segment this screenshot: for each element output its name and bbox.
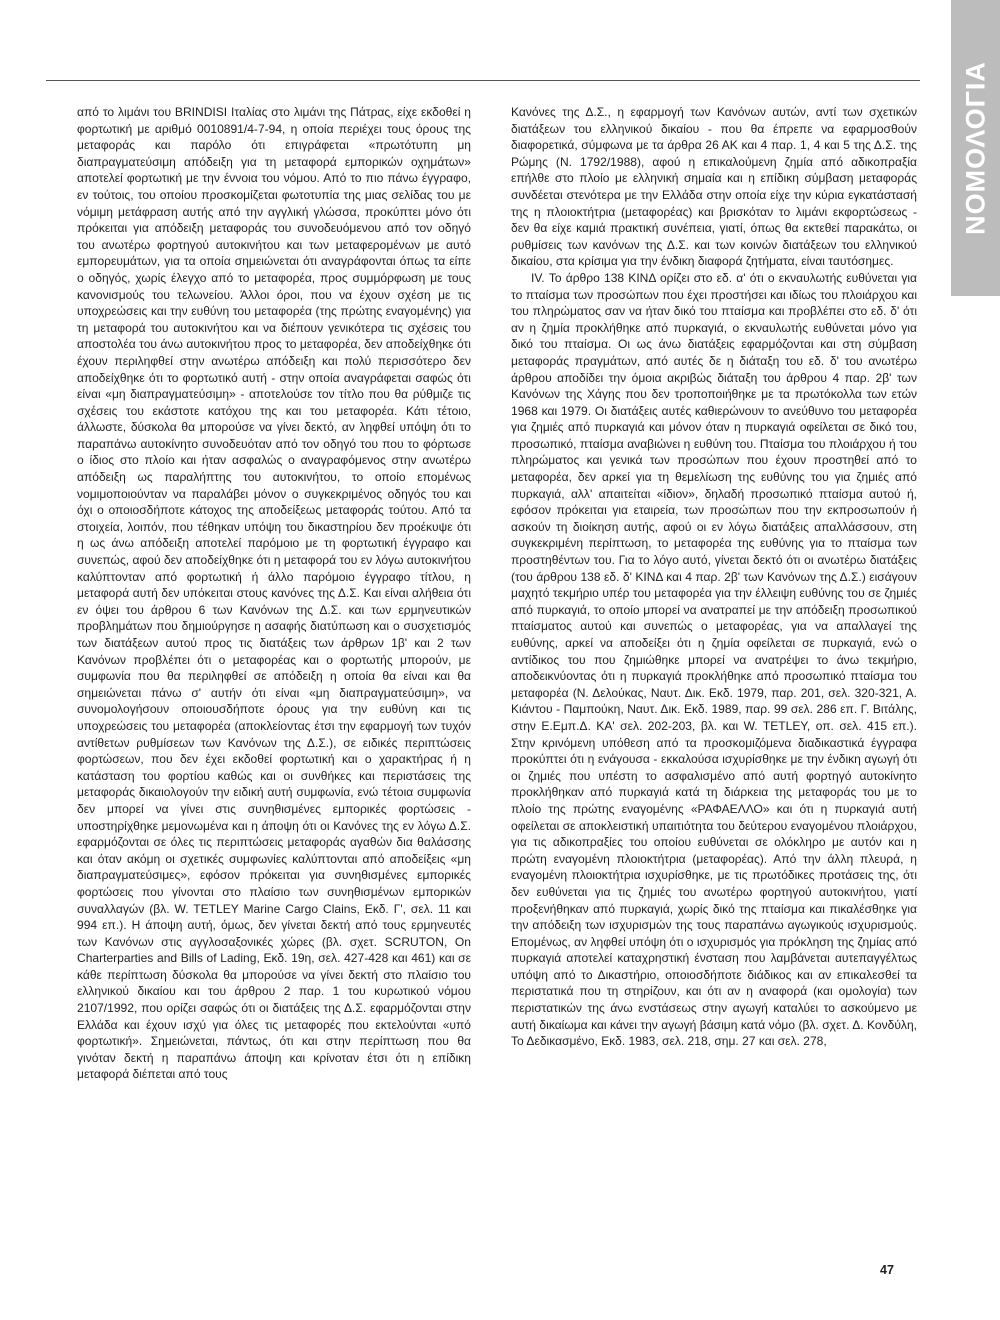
header-rule bbox=[46, 80, 920, 81]
right-column bbox=[511, 104, 917, 1050]
left-paragraph-1: από το λιμάνι του BRINDISI Ιταλίας στο λιμάνι της Πάτρας, είχε εκδοθεί η φορτωτική με αριθμό 0010891/4-7-94, η οποία περιέχει τους όρους της μεταφοράς και παρόλο ότι επιγράφεται «πρωτότυπη μη διαπραγματεύσιμη απόδειξη για τη μεταφορά εμπορικών οχημάτων» αποτελεί φορτωτική με την έννοια του νόμου. Από το πιο πάνω έγγραφο, εν τούτοις, του οποίου προσκομίζεται φωτοτυπία της μιας σελίδας του με νόμιμη μετάφραση αυτής από την αγγλική γλώσσα, προκύπτει μόνο ότι πρόκειται για απόδειξη μεταφοράς του συνοδευόμενου από τον οδηγό του ανωτέρω φορτηγού αυτοκινήτου και των μεταφερομένων με αυτό εμπορευμάτων, για τα οποία σημειώνεται ότι αναγράφονται όπως τα είπε ο οδηγός, χωρίς έλεγχο από το μεταφορέα, προς συμμόρφωση με τους κανονισμούς του τελωνείου. Άλλοι όροι, που να έχουν σχέση με τις υποχρεώσεις και την ευθύνη του μεταφορέα (της πρώτης εναγομένης) για τη μεταφορά του αυτοκινήτου και να διέπουν γενικότερα τις σχέσεις του αποστολέα του άνω αυτοκινήτου προς το μεταφορέα, δεν αποδείχθηκε ότι έχουν περιληφθεί στην ανωτέρω απόδειξη και πολύ περισσότερο δεν αποδείχθηκε ότι το φορτωτικό αυτή - στην οποία αναγράφεται σαφώς ότι είναι «μη διαπραγματεύσιμη» - αποτελούσε τον τίτλο που θα ρύθμιζε τις σχέσεις του εκάστοτε κατόχου της και του μεταφορέα. Κάτι τέτοιο, άλλωστε, δύσκολα θα μπορούσε να γίνει δεκτό, αν ληφθεί υπόψη ότι το παραπάνω αυτοκίνητο συνοδευόταν από τον οδηγό του που το φόρτωσε ο ίδιος στο πλοίο και ήταν ασφαλώς ο αναγραφόμενος στην ανωτέρω απόδειξη ως παραλήπτης του αυτοκινήτου, το οποίο επομένως νομιμοποιούνταν να παραλάβει μόνον ο συγκεκριμένος οδηγός του και όχι ο οποιοσδήποτε κάτοχος της αποδείξεως μεταφοράς τούτου. Από τα στοιχεία, λοιπόν, που τέθηκαν υπόψη του δικαστηρίου δεν προέκυψε ότι η ως άνω απόδειξη αποτελεί παρόμοιο με τη φορτωτική έγγραφο και συνεπώς, αφού δεν αποδείχθηκε ότι η μεταφορά του εν λόγω αυτοκινήτου καλύπτονταν από φορτωτική ή άλλο παρόμοιο έγγραφο τίτλου, η μεταφορά αυτή δεν υπόκειται στους κανόνες της Δ.Σ. Και είναι αλήθεια ότι εν όψει του άρθρου 6 των Κανόνων της Δ.Σ. και των ερμηνευτικών προβλημάτων που δημιούργησε η ασαφής διατύπωση και ο συσχετισμός των διατάξεων αυτού προς τις διατάξεις των άρθρων 1β' και 2 των Κανόνων προβλέπει ότι ο μεταφορέας και ο φορτωτής μπορούν, με συμφωνία που θα περιληφθεί σε απόδειξη η οποία θα είναι και θα σημειώνεται πάνω σ' αυτήν ότι είναι «μη διαπραγματεύσιμη», να συνομολογήσουν οποιουσδήποτε όρους για την ευθύνη και τις υποχρεώσεις του μεταφορέα (αποκλείοντας έτσι την εφαρμογή των τυχόν αντίθετων ρυθμίσεων των Κανόνων της Δ.Σ.), σε ειδικές περιπτώσεις φορτώσεων, που δεν έχει εκδοθεί φορτωτική και ο χαρακτήρας ή η κατάσταση του φορτίου καθώς και οι συνθήκες και περιστάσεις της μεταφοράς δικαιολογούν την ειδική αυτή συμφωνία, ενώ τέτοια συμφωνία δεν μπορεί να γίνει στις συνηθισμένες εμπορικές φορτώσεις - υποστηρίχθηκε μεμονωμένα και η άποψη ότι οι Κανόνες της εν λόγω Δ.Σ. εφαρμόζονται σε όλες τις περιπτώσεις μεταφοράς αγαθών δια θαλάσσης και όταν ακόμη οι σχετικές συμφωνίες καλύπτονται από αποδείξεις «μη διαπραγματεύσιμες», εφόσον πρόκειται για συνηθισμένες εμπορικές φορτώσεις που γίνονται στο πλαίσιο των συνηθισμένων εμπορικών συναλλαγών (βλ. W. TETLEY Marine Cargo Clains, Εκδ. Γ', σελ. 11 και 994 επ.). Η άποψη αυτή, όμως, δεν γίνεται δεκτή από τους ερμηνευτές των Κανόνων στις αγγλοσαξονικές χώρες (βλ. σχετ. SCRUTON, On Charterparties and Bills of Lading, Εκδ. 19η, σελ. 427-428 και 461) και σε κάθε περίπτωση δύσκολα θα μπορούσε να γίνει δεκτή στο πλαίσιο του ελληνικού δικαίου και του άρθρου 2 παρ. 1 του κυρωτικού νόμου 2107/1992, που ορίζει σαφώς ότι οι διατάξεις της Δ.Σ. εφαρμόζονται στην Ελλάδα και έχουν ισχύ για όλες τις μεταφορές που εκτελούνται «υπό φορτωτική». Σημειώνεται, πάντως, ότι και στην περίπτωση που θα γινόταν δεκτή η παραπάνω άποψη και κρίνοταν έτσι ότι η επίδικη μεταφορά διέπεται από τους bbox=[77, 105, 471, 1082]
page-number: 47 bbox=[880, 1263, 894, 1277]
right-paragraph-1: Κανόνες της Δ.Σ., η εφαρμογή των Κανόνων αυτών, αντί των σχετικών διατάξεων του ελληνικού δικαίου - που θα έπρεπε να εφαρμοσθούν διαφορετικά, σύμφωνα με τα άρθρα 26 ΑΚ και 4 παρ. 1, 4 και 5 της Δ.Σ. της Ρώμης (Ν. 1792/1988), αφού η επικαλούμενη ζημία από αδικοπραξία επήλθε στο πλοίο με ελληνική σημαία και η επίδικη σύμβαση μεταφοράς συνδέεται στενότερα με την Ελλάδα στην οποία είχε την κύρια εγκατάστασή της η πλοιοκτήτρια (μεταφορέας) και βρισκόταν το λιμάνι εκφορτώσεως - δεν θα είχε καμιά πρακτική συνέπεια, γιατί, όπως θα εκτεθεί παρακάτω, οι ρυθμίσεις των κανόνων της Δ.Σ. και των κοινών διατάξεων του ελληνικού δικαίου, στα κρίσιμα για την ένδικη διαφορά ζητήματα, είναι ταυτόσημες. bbox=[511, 105, 917, 269]
right-paragraph-2: IV. Το άρθρο 138 ΚΙΝΔ ορίζει στο εδ. α' ότι ο εκναυλωτής ευθύνεται για το πταίσμα των προσώπων που έχει προστήσει και ιδίως του πλοιάρχου και του πληρώματος σαν να ήταν δικό του πταίσμα και προβλέπει στο εδ. δ' ότι αν η ζημία προκλήθηκε από πυρκαγιά, ο εκναυλωτής ευθύνεται μόνο για δικό του πταίσμα. Οι ως άνω διατάξεις εφαρμόζονται και στη σύμβαση μεταφοράς πραγμάτων, από αυτές δε η διάταξη του εδ. δ' του ανωτέρω άρθρου αποδίδει την όμοια ακριβώς διάταξη του άρθρου 4 παρ. 2β' των Κανόνων της Χάγης που δεν τροποποιήθηκε με τα πρωτόκολλα των ετών 1968 και 1979. Οι διατάξεις αυτές καθιερώνουν το ανεύθυνο του μεταφορέα για ζημιές από πυρκαγιά και μόνον όταν η πυρκαγιά οφείλεται σε δικό του, προσωπικό, πταίσμα αναβιώνει η ευθύνη του. Πταίσμα του πλοιάρχου ή του πληρώματος και γενικά των προσώπων που έχουν προστηθεί από το μεταφορέα, δεν αρκεί για τη θεμελίωση της ευθύνης του για ζημιές από πυρκαγιά, αλλ' απαιτείται «ίδιον», δηλαδή προσωπικό πταίσμα αυτού ή, εφόσον πρόκειται για εταιρεία, των προσώπων που την εκπροσωπούν ή ασκούν τη διοίκηση αυτής, αφού οι εν λόγω διατάξεις απαλλάσσουν, στη συγκεκριμένη περίπτωση, το μεταφορέα της ευθύνης για το πταίσμα των προστηθέντων του. Για το λόγο αυτό, γίνεται δεκτό ότι οι ανωτέρω διατάξεις (του άρθρου 138 εδ. δ' ΚΙΝΔ και 4 παρ. 2β' των Κανόνων της Δ.Σ.) εισάγουν μαχητό τεκμήριο υπέρ του μεταφορέα για την έλλειψη ευθύνης του σε ζημιές από πυρκαγιά, το οποίο μπορεί να ανατραπεί με την απόδειξη προσωπικού πταίσματος αυτού και συνεπώς ο μεταφορέας, για να απαλλαγεί της ευθύνης, αρκεί να αποδείξει ότι η ζημία οφείλεται σε πυρκαγιά, ενώ ο αντίδικος του που ζημιώθηκε μπορεί να ανατρέψει το άνω τεκμήριο, αποδεικνύοντας ότι η πυρκαγιά προκλήθηκε από προσωπικό πταίσμα του μεταφορέα (Ν. Δελούκας, Ναυτ. Δικ. Εκδ. 1979, παρ. 201, σελ. 320-321, Α. Κιάντου - Παμπούκη, Ναυτ. Δικ. Εκδ. 1989, παρ. 99 σελ. 286 επ. Γ. Βιτάλης, στην Ε.Εμπ.Δ. ΚΑ' σελ. 202-203, βλ. και W. TETLEY, οπ. σελ. 415 επ.). Στην κρινόμενη υπόθεση από τα προσκομιζόμενα διαδικαστικά έγγραφα προκύπτει ότι η ενάγουσα - εκκαλούσα ισχυρίσθηκε με την ένδικη αγωγή ότι οι ζημιές που υπέστη το ασφαλισμένο από αυτή φορτηγό αυτοκίνητο προκλήθηκαν από πυρκαγιά κατά τη διάρκεια της μεταφοράς του με το πλοίο της πρώτης εναγομένης «ΡΑΦΑΕΛΛΟ» και ότι η πυρκαγιά αυτή οφείλεται σε αποκλειστική υπαιτιότητα του δεύτερου εναγομένου πλοιάρχου, για τις αδικοπραξίες του οποίου ευθύνεται σε ολόκληρο με αυτόν και η πρώτη εναγομένη πλοιοκτήτρια (μεταφορέας). Από την άλλη πλευρά, η εναγομένη πλοιοκτήτρια ισχυρίσθηκε, με τις πρωτόδικες προτάσεις της, ότι δεν ευθύνεται για τις ζημιές του ανωτέρω φορτηγού αυτοκινήτου, γιατί προξενήθηκαν από πυρκαγιά, χωρίς δικό της πταίσμα και πικαλέσθηκε για την απόδειξη των ισχυρισμών της τους παραπάνω αγωγικούς ισχυρισμούς. Επομένως, αν ληφθεί υπόψη ότι ο ισχυρισμός για πρόκληση της ζημίας από πυρκαγιά αποτελεί καταχρηστική ένσταση που λαμβάνεται αυτεπαγγέλτως υπόψη από το Δικαστήριο, οποιοσδήποτε διάδικος και αν επικαλεσθεί τα περιστατικά που τη στηρίζουν, και ότι αν η αναφορά (και ομολογία) των περιστατικών της άνω ενστάσεως στην αγωγή καταλύει το ασκούμενο με αυτή δικαίωμα και κάνει την αγωγή βάσιμη κατά νόμο (βλ. σχετ. Δ. Κονδύλη, Το Δεδικασμένο, Εκδ. 1983, σελ. 218, σημ. 27 και σελ. 278, bbox=[511, 270, 917, 1049]
section-tab bbox=[951, 0, 1000, 296]
section-label: ΝΟΜΟΛΟΓΙΑ bbox=[960, 61, 990, 235]
left-column bbox=[77, 104, 471, 1083]
